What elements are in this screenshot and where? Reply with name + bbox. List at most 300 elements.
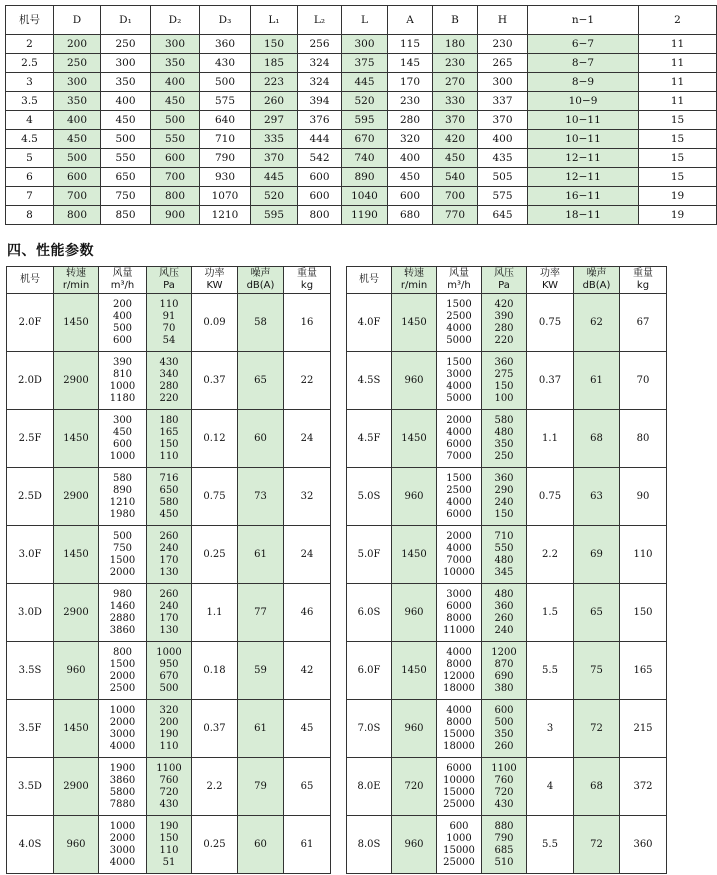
pressure-value: 650 [159, 484, 179, 496]
pressure-value: 550 [494, 542, 514, 554]
power-cell: 5.5 [527, 816, 574, 874]
flow-value: 1180 [109, 392, 136, 404]
flow-value: 1000 [109, 704, 136, 716]
dimensions-cell: 4.5 [6, 130, 54, 149]
flow-value: 4000 [446, 426, 472, 438]
noise-cell: 72 [574, 816, 620, 874]
dimensions-cell: 12−11 [528, 149, 639, 168]
flow-value: 11000 [443, 624, 475, 636]
speed-cell: 960 [54, 816, 99, 874]
noise-cell: 60 [238, 816, 284, 874]
pressure-value: 500 [494, 716, 514, 728]
dimensions-cell: 600 [298, 187, 342, 206]
pressure-cell [147, 410, 192, 468]
dimensions-cell: 450 [151, 92, 200, 111]
pressure-cell [147, 816, 192, 874]
pressure-value: 240 [159, 542, 179, 554]
flow-value: 10000 [443, 566, 475, 578]
pressure-value: 450 [159, 508, 179, 520]
flow-cell [437, 526, 482, 584]
pressure-value: 51 [162, 856, 176, 868]
dimensions-cell: 435 [478, 149, 528, 168]
dimensions-cell: 223 [251, 73, 298, 92]
model-cell: 2.0D [7, 352, 54, 410]
dimensions-cell: 420 [433, 130, 478, 149]
dimensions-cell: 750 [101, 187, 151, 206]
dimensions-cell: 1040 [342, 187, 388, 206]
noise-cell: 72 [574, 700, 620, 758]
pressure-value: 685 [494, 844, 514, 856]
dimensions-cell: 337 [478, 92, 528, 111]
dimensions-cell: 230 [478, 35, 528, 54]
model-cell: 4.0F [347, 294, 392, 352]
header-line: 风量 [112, 268, 133, 279]
pressure-value: 220 [159, 392, 179, 404]
flow-value: 2000 [109, 566, 136, 578]
pressure-value: 420 [494, 298, 514, 310]
pressure-value: 670 [159, 670, 179, 682]
model-cell: 6.0S [347, 584, 392, 642]
dimensions-cell: 8 [6, 206, 54, 225]
dimensions-cell: 19 [639, 187, 717, 206]
dimensions-header-cell: L₁ [251, 6, 298, 35]
dimensions-cell: 7 [6, 187, 54, 206]
speed-cell: 960 [392, 352, 437, 410]
pressure-value: 1000 [156, 646, 182, 658]
dimensions-cell: 11 [639, 35, 717, 54]
pressure-cell [147, 584, 192, 642]
flow-value: 500 [112, 530, 133, 542]
pressure-value: 760 [494, 774, 514, 786]
header-line: KW [206, 280, 223, 291]
flow-value: 1500 [446, 356, 472, 368]
flow-value: 8000 [446, 612, 472, 624]
dimensions-header-cell: L [342, 6, 388, 35]
dimensions-cell: 300 [151, 35, 200, 54]
dimensions-cell: 265 [478, 54, 528, 73]
dimensions-cell: 1190 [342, 206, 388, 225]
dimensions-row [6, 168, 717, 187]
weight-cell: 80 [620, 410, 667, 468]
dimensions-header-cell: A [388, 6, 433, 35]
flow-value: 2500 [109, 682, 136, 694]
flow-cell [99, 584, 147, 642]
header-line: 机号 [20, 274, 40, 285]
power-cell: 1.1 [192, 584, 238, 642]
dimensions-cell: 450 [101, 111, 151, 130]
flow-value: 200 [112, 298, 133, 310]
header-line: 噪声 [250, 268, 271, 279]
header-line: 重量 [297, 268, 317, 279]
pressure-value: 110 [159, 844, 179, 856]
dimensions-cell: 520 [251, 187, 298, 206]
flow-cell [99, 816, 147, 874]
dimensions-cell: 500 [54, 149, 101, 168]
power-cell: 0.12 [192, 410, 238, 468]
dimensions-cell: 370 [433, 111, 478, 130]
dimensions-cell: 520 [342, 92, 388, 111]
header-line: 转速 [66, 268, 86, 279]
dimensions-row [6, 73, 717, 92]
pressure-value: 430 [494, 798, 514, 810]
performance-row [7, 526, 331, 584]
power-cell: 0.37 [192, 352, 238, 410]
performance-header-cell [620, 267, 667, 294]
speed-cell: 960 [392, 468, 437, 526]
header-line: 功率 [540, 268, 560, 279]
pressure-value: 380 [494, 682, 514, 694]
flow-value: 4000 [446, 704, 472, 716]
performance-header-cell [192, 267, 238, 294]
pressure-cell [482, 468, 527, 526]
model-cell: 3.5D [7, 758, 54, 816]
dimensions-header-cell: D₁ [101, 6, 151, 35]
flow-value: 10000 [443, 774, 475, 786]
pressure-value: 950 [159, 658, 179, 670]
performance-row [7, 642, 331, 700]
dimensions-header-cell: D₃ [200, 6, 251, 35]
dimensions-cell: 270 [433, 73, 478, 92]
dimensions-cell: 330 [433, 92, 478, 111]
pressure-value: 500 [159, 682, 179, 694]
model-cell: 8.0E [347, 758, 392, 816]
pressure-value: 280 [159, 380, 179, 392]
dimensions-cell: 18−11 [528, 206, 639, 225]
dimensions-header-row [6, 6, 717, 35]
power-cell: 2.2 [192, 758, 238, 816]
dimensions-cell: 445 [342, 73, 388, 92]
performance-row [7, 700, 331, 758]
flow-value: 3000 [446, 588, 472, 600]
performance-row [7, 352, 331, 410]
pressure-value: 716 [159, 472, 179, 484]
dimensions-cell: 542 [298, 149, 342, 168]
dimensions-cell: 930 [200, 168, 251, 187]
speed-cell: 1450 [54, 700, 99, 758]
header-line: 功率 [204, 268, 225, 279]
pressure-value: 360 [494, 600, 514, 612]
header-line: m³/h [447, 280, 471, 291]
flow-cell [437, 410, 482, 468]
dimensions-cell: 324 [298, 73, 342, 92]
flow-cell [99, 294, 147, 352]
dimensions-cell: 15 [639, 168, 717, 187]
pressure-value: 150 [159, 438, 179, 450]
dimensions-cell: 230 [433, 54, 478, 73]
weight-cell: 22 [284, 352, 331, 410]
flow-value: 7000 [446, 450, 472, 462]
performance-row [7, 758, 331, 816]
weight-cell: 372 [620, 758, 667, 816]
dimensions-cell: 360 [200, 35, 251, 54]
flow-value: 1500 [109, 658, 136, 670]
weight-cell: 215 [620, 700, 667, 758]
performance-header-cell [7, 267, 54, 294]
flow-value: 2880 [109, 612, 136, 624]
performance-row [7, 294, 331, 352]
model-cell: 4.5F [347, 410, 392, 468]
dimensions-cell: 260 [251, 92, 298, 111]
noise-cell: 77 [238, 584, 284, 642]
dimensions-cell: 790 [200, 149, 251, 168]
pressure-value: 170 [159, 554, 179, 566]
pressure-value: 260 [494, 740, 514, 752]
noise-cell: 68 [574, 758, 620, 816]
speed-cell: 2900 [54, 584, 99, 642]
flow-value: 2500 [446, 310, 472, 322]
flow-value: 450 [112, 426, 133, 438]
power-cell: 0.18 [192, 642, 238, 700]
dimensions-cell: 10−11 [528, 130, 639, 149]
pressure-value: 250 [494, 450, 514, 462]
weight-cell: 61 [284, 816, 331, 874]
speed-cell: 1450 [392, 526, 437, 584]
pressure-value: 345 [494, 566, 514, 578]
dimensions-cell: 680 [388, 206, 433, 225]
model-cell: 3.0F [7, 526, 54, 584]
performance-row [347, 816, 667, 874]
pressure-value: 720 [494, 786, 514, 798]
header-line: 重量 [633, 268, 653, 279]
flow-value: 1000 [109, 450, 136, 462]
pressure-cell [147, 526, 192, 584]
dimensions-cell: 850 [101, 206, 151, 225]
flow-cell [437, 642, 482, 700]
dimensions-cell: 575 [200, 92, 251, 111]
performance-header-cell [527, 267, 574, 294]
pressure-value: 1100 [491, 762, 517, 774]
dimensions-cell: 2 [6, 35, 54, 54]
flow-value: 400 [112, 310, 133, 322]
pressure-value: 510 [494, 856, 514, 868]
pressure-value: 190 [159, 820, 179, 832]
dimensions-cell: 900 [151, 206, 200, 225]
pressure-value: 720 [159, 786, 179, 798]
weight-cell: 110 [620, 526, 667, 584]
weight-cell: 24 [284, 526, 331, 584]
dimensions-cell: 12−11 [528, 168, 639, 187]
model-cell: 4.5S [347, 352, 392, 410]
dimensions-cell: 180 [433, 35, 478, 54]
dimensions-cell: 10−11 [528, 111, 639, 130]
dimensions-header-cell: 机号 [6, 6, 54, 35]
flow-cell [99, 526, 147, 584]
section-title: 四、性能参数 [7, 243, 94, 259]
dimensions-cell: 350 [101, 73, 151, 92]
flow-value: 3860 [109, 624, 136, 636]
flow-value: 25000 [443, 798, 475, 810]
flow-cell [99, 410, 147, 468]
flow-value: 2500 [446, 484, 472, 496]
dimensions-cell: 600 [298, 168, 342, 187]
power-cell: 0.37 [527, 352, 574, 410]
flow-value: 8000 [446, 716, 472, 728]
dimensions-cell: 350 [151, 54, 200, 73]
dimensions-cell: 400 [101, 92, 151, 111]
dimensions-row [6, 54, 717, 73]
pressure-cell [482, 526, 527, 584]
flow-value: 1980 [109, 508, 136, 520]
pressure-value: 240 [494, 624, 514, 636]
model-cell: 5.0S [347, 468, 392, 526]
flow-value: 2000 [109, 670, 136, 682]
pressure-value: 100 [494, 392, 514, 404]
flow-value: 600 [112, 438, 133, 450]
speed-cell: 960 [392, 700, 437, 758]
noise-cell: 79 [238, 758, 284, 816]
dimensions-header-cell: n−1 [528, 6, 639, 35]
dimensions-cell: 400 [54, 111, 101, 130]
flow-value: 8000 [446, 658, 472, 670]
pressure-value: 350 [494, 438, 514, 450]
pressure-value: 580 [494, 414, 514, 426]
pressure-value: 430 [159, 798, 179, 810]
noise-cell: 69 [574, 526, 620, 584]
dimensions-row [6, 130, 717, 149]
power-cell: 0.75 [527, 294, 574, 352]
dimensions-cell: 230 [388, 92, 433, 111]
flow-value: 6000 [446, 438, 472, 450]
flow-value: 580 [112, 472, 133, 484]
dimensions-table [5, 5, 717, 225]
weight-cell: 65 [284, 758, 331, 816]
performance-table-right [346, 266, 667, 874]
dimensions-cell: 15 [639, 111, 717, 130]
performance-row [347, 584, 667, 642]
dimensions-cell: 400 [388, 149, 433, 168]
flow-value: 3000 [109, 728, 136, 740]
pressure-value: 260 [159, 588, 179, 600]
dimensions-row [6, 206, 717, 225]
pressure-value: 390 [494, 310, 514, 322]
header-line: KW [541, 280, 559, 291]
dimensions-cell: 115 [388, 35, 433, 54]
header-line: 风量 [449, 268, 469, 279]
flow-cell [99, 468, 147, 526]
pressure-value: 130 [159, 624, 179, 636]
dimensions-cell: 800 [151, 187, 200, 206]
performance-row [347, 700, 667, 758]
model-cell: 2.0F [7, 294, 54, 352]
flow-value: 7000 [446, 554, 472, 566]
pressure-value: 360 [494, 472, 514, 484]
dimensions-cell: 575 [478, 187, 528, 206]
dimensions-cell: 2.5 [6, 54, 54, 73]
dimensions-cell: 1070 [200, 187, 251, 206]
noise-cell: 58 [238, 294, 284, 352]
pressure-value: 290 [494, 484, 514, 496]
dimensions-cell: 700 [433, 187, 478, 206]
flow-value: 800 [112, 646, 133, 658]
flow-cell [99, 758, 147, 816]
flow-value: 1000 [109, 820, 136, 832]
power-cell: 0.37 [192, 700, 238, 758]
dimensions-cell: 11 [639, 54, 717, 73]
flow-cell [437, 700, 482, 758]
dimensions-cell: 700 [151, 168, 200, 187]
flow-cell [437, 294, 482, 352]
speed-cell: 1450 [54, 410, 99, 468]
noise-cell: 61 [238, 700, 284, 758]
dimensions-cell: 170 [388, 73, 433, 92]
header-line: 转速 [404, 268, 424, 279]
dimensions-cell: 450 [433, 149, 478, 168]
dimensions-cell: 595 [342, 111, 388, 130]
flow-cell [99, 352, 147, 410]
dimensions-cell: 450 [54, 130, 101, 149]
dimensions-cell: 640 [200, 111, 251, 130]
weight-cell: 45 [284, 700, 331, 758]
dimensions-cell: 11 [639, 73, 717, 92]
model-cell: 7.0S [347, 700, 392, 758]
flow-value: 980 [112, 588, 133, 600]
model-cell: 3.0D [7, 584, 54, 642]
dimensions-cell: 400 [151, 73, 200, 92]
dimensions-cell: 250 [54, 54, 101, 73]
flow-value: 4000 [446, 542, 472, 554]
flow-value: 1460 [109, 600, 136, 612]
pressure-value: 790 [494, 832, 514, 844]
dimensions-cell: 185 [251, 54, 298, 73]
model-cell: 6.0F [347, 642, 392, 700]
pressure-value: 275 [494, 368, 514, 380]
speed-cell: 2900 [54, 758, 99, 816]
noise-cell: 59 [238, 642, 284, 700]
dimensions-cell: 1210 [200, 206, 251, 225]
pressure-value: 200 [159, 716, 179, 728]
header-line: 风压 [494, 268, 514, 279]
flow-value: 4000 [446, 322, 472, 334]
dimensions-cell: 8−7 [528, 54, 639, 73]
flow-value: 2000 [109, 832, 136, 844]
dimensions-cell: 550 [101, 149, 151, 168]
speed-cell: 1450 [392, 410, 437, 468]
flow-value: 3000 [446, 368, 472, 380]
dimensions-header-cell: B [433, 6, 478, 35]
pressure-value: 150 [159, 832, 179, 844]
power-cell: 0.25 [192, 526, 238, 584]
model-cell: 2.5F [7, 410, 54, 468]
dimensions-cell: 200 [54, 35, 101, 54]
power-cell: 0.25 [192, 816, 238, 874]
pressure-cell [147, 642, 192, 700]
dimensions-cell: 6 [6, 168, 54, 187]
dimensions-cell: 320 [388, 130, 433, 149]
flow-value: 750 [112, 542, 133, 554]
weight-cell: 90 [620, 468, 667, 526]
flow-value: 15000 [443, 728, 475, 740]
model-cell: 3.5F [7, 700, 54, 758]
dimensions-cell: 740 [342, 149, 388, 168]
flow-value: 1500 [446, 472, 472, 484]
performance-header-cell [284, 267, 331, 294]
pressure-value: 480 [494, 426, 514, 438]
speed-cell: 1450 [54, 294, 99, 352]
header-line: dB(A) [582, 280, 611, 291]
noise-cell: 61 [238, 526, 284, 584]
dimensions-cell: 19 [639, 206, 717, 225]
pressure-cell [482, 584, 527, 642]
dimensions-cell: 4 [6, 111, 54, 130]
noise-cell: 65 [238, 352, 284, 410]
pressure-value: 1200 [491, 646, 517, 658]
flow-value: 4000 [446, 646, 472, 658]
flow-value: 390 [112, 356, 133, 368]
model-cell: 4.0S [7, 816, 54, 874]
weight-cell: 165 [620, 642, 667, 700]
dimensions-cell: 710 [200, 130, 251, 149]
flow-value: 3000 [109, 844, 136, 856]
